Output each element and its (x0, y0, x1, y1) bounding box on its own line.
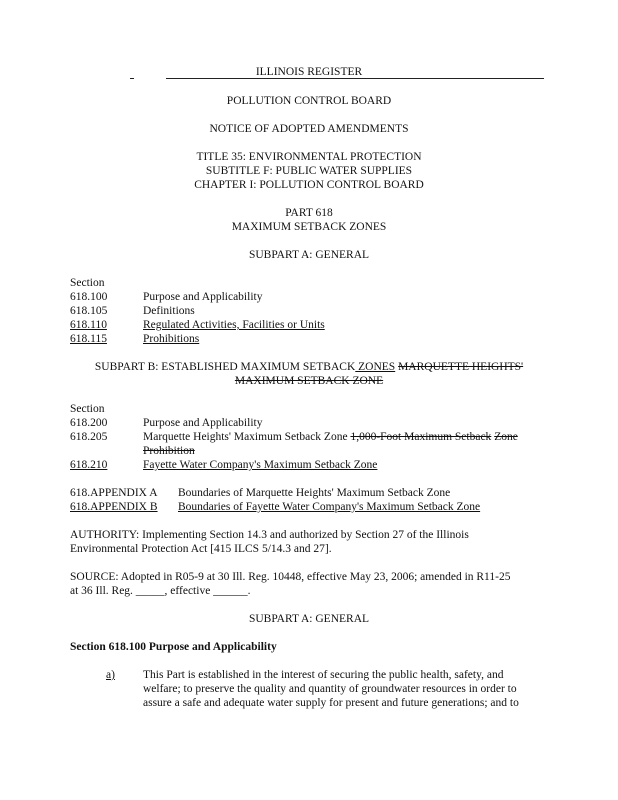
toc-section-number: 618.200 (70, 417, 108, 429)
source-line-1: SOURCE: Adopted in R05-9 at 30 Ill. Reg. 10448, effective May 23, 2006; amended in R11-25 (70, 571, 511, 583)
part-number: PART 618 (285, 207, 333, 219)
toc-section-number: 618.115 (70, 333, 107, 345)
section-label: Section (70, 403, 105, 415)
toc-section-title: Prohibitions (143, 333, 200, 345)
subpart-b-heading-struck: MARQUETTE HEIGHTS' (398, 361, 524, 373)
appendix-row (70, 500, 480, 514)
appendix-title: Boundaries of Marquette Heights' Maximum Setback Zone (178, 487, 451, 499)
toc-row-continuation (143, 444, 195, 458)
board-name: POLLUTION CONTROL BOARD (226, 95, 392, 107)
toc-section-title: Definitions (143, 305, 195, 317)
toc-section-title: Regulated Activities, Facilities or Units (143, 319, 325, 331)
register-title: ILLINOIS REGISTER (255, 66, 363, 78)
authority-line-2: Environmental Protection Act [415 ILCS 5/14.3 and 27]. (70, 543, 332, 555)
toc-section-number: 618.210 (70, 459, 108, 471)
toc-section-title: Purpose and Applicability (143, 291, 263, 303)
subpart-b-heading-struck-2: MAXIMUM SETBACK ZONE (234, 375, 384, 387)
toc-section-title-struck-zone: Zone (494, 431, 518, 443)
toc-section-title: Marquette Heights' Maximum Setback Zone (143, 431, 348, 443)
paragraph-line: welfare; to preserve the quality and quantity of groundwater resources in order to (143, 683, 517, 695)
section-heading: Section 618.100 Purpose and Applicability (70, 641, 277, 653)
toc-section-title-struck-line2: Prohibition (143, 445, 195, 457)
toc-row (70, 318, 325, 332)
subpart-b-heading-inserted: ZONES (355, 361, 396, 373)
toc-section-number: 618.105 (70, 305, 108, 317)
toc-row (70, 458, 377, 472)
paragraph-line: This Part is established in the interest of securing the public health, safety, and (143, 669, 504, 681)
subpart-b-heading-line2 (0, 374, 618, 388)
chapter-line: CHAPTER I: POLLUTION CONTROL BOARD (194, 179, 424, 191)
toc-section-title-struck: 1,000-Foot Maximum Setback (350, 431, 492, 443)
subpart-b-heading (0, 360, 618, 374)
appendix-title: Boundaries of Fayette Water Company's Maximum Setback Zone (178, 501, 481, 513)
toc-section-title: Fayette Water Company's Maximum Setback Zone (143, 459, 378, 471)
toc-section-title: Purpose and Applicability (143, 417, 263, 429)
toc-section-number: 618.100 (70, 291, 108, 303)
subpart-b-heading-prefix: SUBPART B: ESTABLISHED MAXIMUM SETBACK (94, 361, 356, 373)
appendix-label: 618.APPENDIX A (70, 487, 158, 499)
notice-title: NOTICE OF ADOPTED AMENDMENTS (209, 123, 409, 135)
subtitle-line: SUBTITLE F: PUBLIC WATER SUPPLIES (205, 165, 413, 177)
subpart-a-body-heading: SUBPART A: GENERAL (248, 613, 370, 625)
part-name: MAXIMUM SETBACK ZONES (231, 221, 387, 233)
source-line-2: at 36 Ill. Reg. _____, effective ______. (70, 585, 251, 597)
toc-section-number: 618.110 (70, 319, 107, 331)
toc-row (70, 304, 195, 318)
toc-row (70, 416, 262, 430)
toc-section-number: 618.205 (70, 431, 108, 443)
subpart-a-heading: SUBPART A: GENERAL (248, 249, 370, 261)
toc-row (70, 332, 199, 346)
toc-row (70, 290, 262, 304)
authority-line-1: AUTHORITY: Implementing Section 14.3 and authorized by Section 27 of the Illinois (70, 529, 469, 541)
toc-row (70, 430, 518, 444)
appendix-row (70, 486, 450, 500)
section-label: Section (70, 277, 105, 289)
appendix-label: 618.APPENDIX B (70, 501, 158, 513)
paragraph-label: a) (106, 669, 115, 681)
paragraph-line: assure a safe and adequate water supply for present and future generations; and to (143, 697, 519, 709)
title-line: TITLE 35: ENVIRONMENTAL PROTECTION (196, 151, 422, 163)
